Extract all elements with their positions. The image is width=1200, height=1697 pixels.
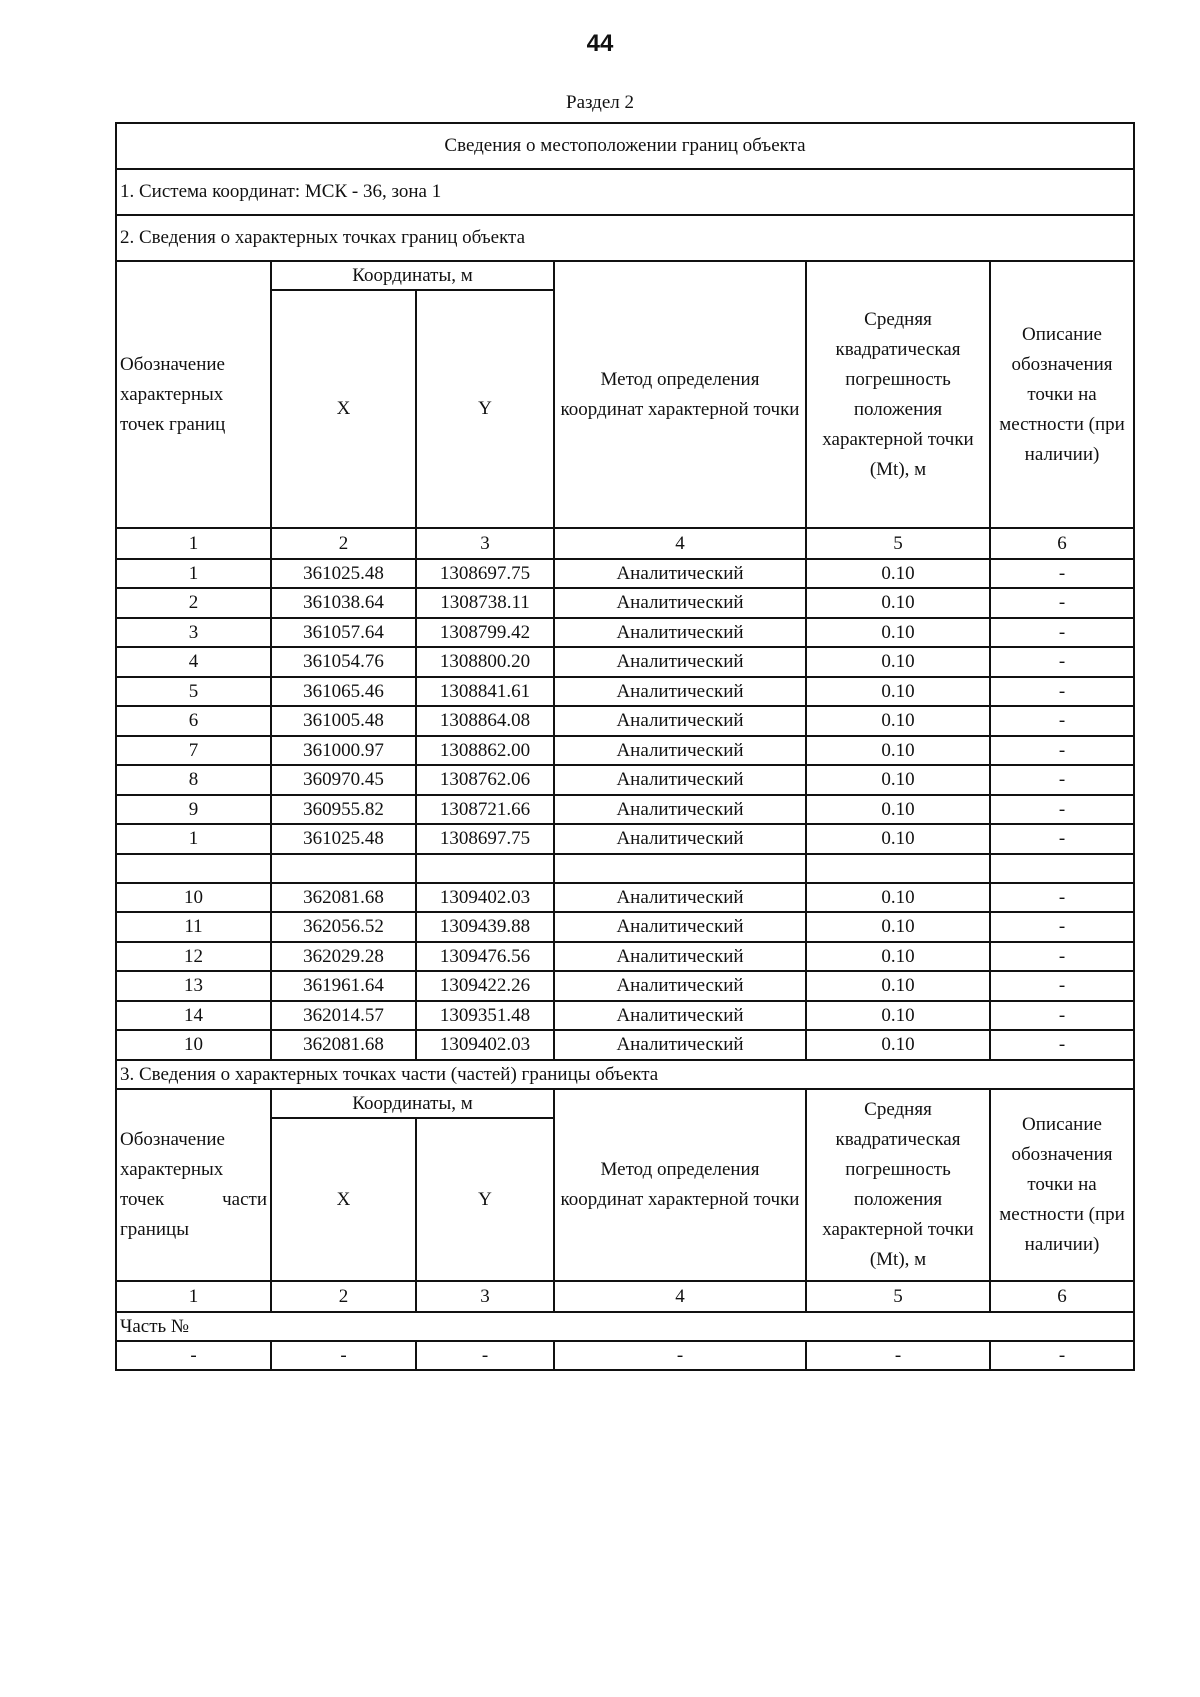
table-cell: 0.10 <box>806 736 990 765</box>
table-cell: 362081.68 <box>271 883 416 912</box>
table-cell: - <box>990 706 1134 736</box>
table-cell: - <box>990 1001 1134 1030</box>
table-cell: 362014.57 <box>271 1001 416 1030</box>
table-cell: 1308841.61 <box>416 677 554 706</box>
column-number: 4 <box>554 528 806 559</box>
table-cell: 362081.68 <box>271 1030 416 1060</box>
table-cell: 1309402.03 <box>416 883 554 912</box>
table-cell: 1308738.11 <box>416 588 554 618</box>
section3-title: 3. Сведения о характерных точках части (частей) границы объекта <box>116 1060 1134 1089</box>
header-y: Y <box>416 290 554 528</box>
table-row <box>116 588 1134 618</box>
table-cell: Аналитический <box>554 1030 806 1060</box>
table-cell: Аналитический <box>554 588 806 618</box>
header-method: Метод определения координат характерной точки <box>554 261 806 528</box>
table-cell: - <box>990 971 1134 1001</box>
table-cell: Аналитический <box>554 971 806 1001</box>
table-cell: Аналитический <box>554 824 806 854</box>
table-cell: 0.10 <box>806 971 990 1001</box>
section3-title-row <box>116 1060 1134 1089</box>
table-cell: Аналитический <box>554 559 806 588</box>
section2-title-row <box>116 215 1134 261</box>
table-cell: Аналитический <box>554 677 806 706</box>
table-cell: 362029.28 <box>271 942 416 971</box>
table-cell: 1308800.20 <box>416 647 554 677</box>
table-cell: 1308697.75 <box>416 559 554 588</box>
column-number: 2 <box>271 1281 416 1312</box>
boundary-table <box>115 122 1135 1371</box>
table-cell: 1308864.08 <box>416 706 554 736</box>
empty-cell <box>554 854 806 883</box>
table-cell: - <box>990 942 1134 971</box>
table-cell: 1309402.03 <box>416 1030 554 1060</box>
table-cell: 12 <box>116 942 271 971</box>
table-cell: Аналитический <box>554 942 806 971</box>
table-cell: 360955.82 <box>271 795 416 824</box>
table-cell: - <box>271 1341 416 1370</box>
header-coords: Координаты, м <box>271 261 554 290</box>
table-cell: 0.10 <box>806 588 990 618</box>
column-number: 3 <box>416 528 554 559</box>
table-cell: 7 <box>116 736 271 765</box>
column-number: 5 <box>806 1281 990 1312</box>
table-row <box>116 942 1134 971</box>
table-cell: 0.10 <box>806 942 990 971</box>
header-error: Средняя квадратическая погрешность положения характерной точки (Mt), м <box>806 261 990 528</box>
table-row <box>116 883 1134 912</box>
part-header-row-1 <box>116 1089 1134 1118</box>
header-x: X <box>271 290 416 528</box>
table-cell: 1308697.75 <box>416 824 554 854</box>
table-cell: 1308799.42 <box>416 618 554 647</box>
table-row <box>116 559 1134 588</box>
table-cell: - <box>990 1341 1134 1370</box>
table-cell: 361065.46 <box>271 677 416 706</box>
table-cell: 0.10 <box>806 1030 990 1060</box>
header-description: Описание обозначения точки на местности (при наличии) <box>990 261 1134 528</box>
table-cell: 361000.97 <box>271 736 416 765</box>
table-cell: 1309439.88 <box>416 912 554 942</box>
column-number: 6 <box>990 1281 1134 1312</box>
table-cell: Аналитический <box>554 883 806 912</box>
table-cell: 0.10 <box>806 824 990 854</box>
empty-cell <box>416 854 554 883</box>
table-title: Сведения о местоположении границ объекта <box>116 123 1134 169</box>
table-cell: 0.10 <box>806 912 990 942</box>
table-row <box>116 824 1134 854</box>
table-cell: - <box>990 736 1134 765</box>
table-row <box>116 1001 1134 1030</box>
column-numbers-row <box>116 528 1134 559</box>
table-cell: 0.10 <box>806 706 990 736</box>
table-cell: Аналитический <box>554 618 806 647</box>
header-row-1 <box>116 261 1134 290</box>
table-title-row <box>116 123 1134 169</box>
empty-cell <box>116 854 271 883</box>
table-cell: - <box>990 1030 1134 1060</box>
separator-row <box>116 854 1134 883</box>
table-cell: 3 <box>116 618 271 647</box>
column-number: 1 <box>116 1281 271 1312</box>
table-cell: - <box>116 1341 271 1370</box>
table-cell: - <box>990 795 1134 824</box>
table-cell: - <box>990 824 1134 854</box>
table-cell: Аналитический <box>554 912 806 942</box>
table-cell: 361054.76 <box>271 647 416 677</box>
table-cell: 0.10 <box>806 765 990 795</box>
table-cell: - <box>990 765 1134 795</box>
table-cell: 9 <box>116 795 271 824</box>
table-cell: 361025.48 <box>271 824 416 854</box>
table-row <box>116 706 1134 736</box>
table-cell: 10 <box>116 1030 271 1060</box>
empty-cell <box>990 854 1134 883</box>
table-row <box>116 618 1134 647</box>
table-cell: Аналитический <box>554 1001 806 1030</box>
table-cell: - <box>416 1341 554 1370</box>
table-cell: - <box>990 588 1134 618</box>
table-row <box>116 912 1134 942</box>
table-cell: 0.10 <box>806 1001 990 1030</box>
table-cell: 1 <box>116 559 271 588</box>
table-cell: 8 <box>116 765 271 795</box>
table-row <box>116 736 1134 765</box>
part-header-y: Y <box>416 1118 554 1281</box>
part-header-x: X <box>271 1118 416 1281</box>
column-number: 4 <box>554 1281 806 1312</box>
table-cell: Аналитический <box>554 765 806 795</box>
table-cell: - <box>990 618 1134 647</box>
table-cell: 362056.52 <box>271 912 416 942</box>
column-number: 2 <box>271 528 416 559</box>
table-cell: 4 <box>116 647 271 677</box>
column-number: 1 <box>116 528 271 559</box>
part-header-method: Метод определения координат характерной точки <box>554 1089 806 1281</box>
table-row <box>116 795 1134 824</box>
table-row <box>116 677 1134 706</box>
table-cell: - <box>990 559 1134 588</box>
table-cell: 6 <box>116 706 271 736</box>
table-cell: Аналитический <box>554 736 806 765</box>
header-point-designation: Обозначение характерных точек границ <box>116 261 271 528</box>
part-column-numbers-row <box>116 1281 1134 1312</box>
empty-cell <box>271 854 416 883</box>
part-row <box>116 1341 1134 1370</box>
column-number: 6 <box>990 528 1134 559</box>
table-row <box>116 1030 1134 1060</box>
table-cell: 0.10 <box>806 618 990 647</box>
table-cell: 361005.48 <box>271 706 416 736</box>
table-cell: 1308721.66 <box>416 795 554 824</box>
column-number: 3 <box>416 1281 554 1312</box>
part-label: Часть № <box>116 1312 1134 1341</box>
table-cell: 361961.64 <box>271 971 416 1001</box>
part-header-description: Описание обозначения точки на местности (при наличии) <box>990 1089 1134 1281</box>
table-cell: Аналитический <box>554 795 806 824</box>
table-cell: 1308862.00 <box>416 736 554 765</box>
part-header-error: Средняя квадратическая погрешность положения характерной точки (Mt), м <box>806 1089 990 1281</box>
table-cell: Аналитический <box>554 706 806 736</box>
table-cell: 14 <box>116 1001 271 1030</box>
table-cell: 361025.48 <box>271 559 416 588</box>
table-cell: - <box>806 1341 990 1370</box>
table-cell: 5 <box>116 677 271 706</box>
part-header-coords: Координаты, м <box>271 1089 554 1118</box>
table-cell: 1309351.48 <box>416 1001 554 1030</box>
coord-system-row <box>116 169 1134 215</box>
table-cell: - <box>990 677 1134 706</box>
section2-title: 2. Сведения о характерных точках границ объекта <box>116 215 1134 261</box>
table-cell: 1308762.06 <box>416 765 554 795</box>
table-cell: - <box>990 912 1134 942</box>
table-row <box>116 765 1134 795</box>
part-header-point-designation: Обозначение характерных точек части границы <box>116 1089 271 1281</box>
table-cell: 13 <box>116 971 271 1001</box>
table-cell: 361038.64 <box>271 588 416 618</box>
table-cell: 360970.45 <box>271 765 416 795</box>
table-cell: 11 <box>116 912 271 942</box>
table-cell: - <box>990 883 1134 912</box>
table-cell: 0.10 <box>806 677 990 706</box>
table-cell: 1 <box>116 824 271 854</box>
table-cell: 10 <box>116 883 271 912</box>
coord-system: 1. Система координат: МСК - 36, зона 1 <box>116 169 1134 215</box>
table-cell: - <box>554 1341 806 1370</box>
table-cell: 0.10 <box>806 883 990 912</box>
table-cell: 0.10 <box>806 647 990 677</box>
table-row <box>116 971 1134 1001</box>
section-title: Раздел 2 <box>566 92 634 113</box>
part-label-row <box>116 1312 1134 1341</box>
empty-cell <box>806 854 990 883</box>
table-cell: 361057.64 <box>271 618 416 647</box>
table-cell: 2 <box>116 588 271 618</box>
column-number: 5 <box>806 528 990 559</box>
table-row <box>116 647 1134 677</box>
table-cell: 1309422.26 <box>416 971 554 1001</box>
table-cell: - <box>990 647 1134 677</box>
table-cell: 0.10 <box>806 559 990 588</box>
page-number: 44 <box>586 30 614 57</box>
table-cell: Аналитический <box>554 647 806 677</box>
table-cell: 0.10 <box>806 795 990 824</box>
table-cell: 1309476.56 <box>416 942 554 971</box>
